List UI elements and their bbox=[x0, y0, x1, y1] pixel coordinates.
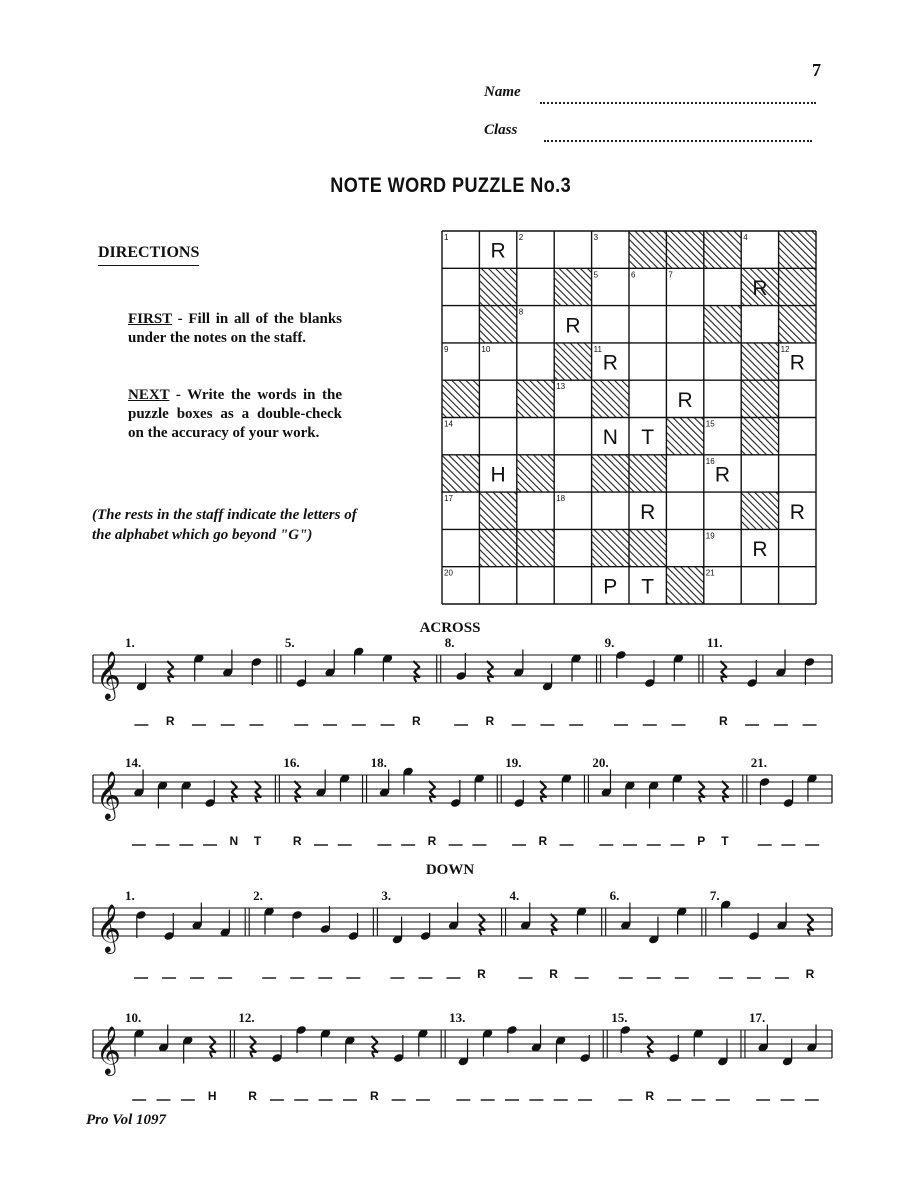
instruction-next-key: NEXT bbox=[128, 387, 170, 403]
quarter-rest bbox=[807, 914, 813, 935]
answer-letter: R bbox=[485, 714, 495, 728]
quarter-rest bbox=[371, 1036, 377, 1057]
treble-clef: 𝄞 bbox=[96, 650, 121, 699]
clue-number-label: 12. bbox=[238, 1010, 255, 1025]
footer-code: Pro Vol 1097 bbox=[86, 1112, 167, 1128]
clue-number-label: 16. bbox=[283, 755, 300, 770]
clue-number: 6 bbox=[631, 270, 636, 280]
clue-number-label: 8. bbox=[444, 635, 455, 650]
clue-number: 2 bbox=[518, 233, 524, 242]
quarter-rest bbox=[551, 914, 557, 935]
quarter-rest bbox=[209, 1036, 215, 1057]
quarter-rest bbox=[479, 914, 485, 935]
clue-number-label: 21. bbox=[750, 755, 768, 770]
clue-number-label: 18. bbox=[370, 755, 387, 770]
clue-number: 7 bbox=[668, 270, 673, 280]
quarter-rest bbox=[698, 781, 704, 802]
clue-number: 11 bbox=[593, 344, 602, 354]
clue-number-label: 10. bbox=[125, 1010, 142, 1025]
clue-number-label: 3. bbox=[381, 888, 392, 903]
puzzle-letter[interactable]: T bbox=[641, 575, 655, 599]
clue-number: 15 bbox=[705, 419, 715, 429]
quarter-rest bbox=[722, 781, 728, 802]
puzzle-letter[interactable]: P bbox=[603, 575, 618, 599]
answer-letter: T bbox=[253, 834, 262, 848]
puzzle-letter[interactable]: H bbox=[490, 463, 506, 487]
puzzle-letter[interactable]: R bbox=[565, 314, 581, 338]
clue-number: 17 bbox=[444, 494, 453, 504]
clue-number-label: 6. bbox=[609, 888, 620, 903]
clue-number-label: 17. bbox=[748, 1010, 766, 1025]
answer-letter: R bbox=[549, 967, 558, 981]
clue-number: 3 bbox=[593, 233, 599, 242]
clue-number-label: 1. bbox=[125, 888, 135, 903]
clue-number-label: 9. bbox=[604, 635, 615, 650]
rests-note: (The rests in the staff indicate the letters of the alphabet which go beyond "G") bbox=[92, 507, 357, 543]
puzzle-letter[interactable]: R bbox=[640, 500, 656, 524]
answer-letter: R bbox=[427, 834, 437, 848]
quarter-rest bbox=[250, 1036, 256, 1057]
puzzle-letter[interactable]: R bbox=[752, 538, 768, 562]
clue-number-label: 19. bbox=[505, 755, 522, 770]
page-number: 7 bbox=[812, 60, 821, 80]
clue-number: 13 bbox=[556, 382, 566, 392]
treble-clef: 𝄞 bbox=[96, 1025, 121, 1074]
answer-letter: N bbox=[229, 834, 239, 848]
clue-number-label: 14. bbox=[125, 755, 142, 770]
clue-number: 8 bbox=[518, 307, 524, 317]
clue-number-label: 13. bbox=[449, 1010, 466, 1025]
clue-number-label: 5. bbox=[284, 635, 295, 650]
clue-number-label: 1. bbox=[125, 635, 135, 650]
clue-number: 9 bbox=[444, 344, 449, 354]
clue-number: 21 bbox=[705, 568, 715, 578]
puzzle-letter[interactable]: R bbox=[789, 351, 805, 375]
clue-number-label: 15. bbox=[611, 1010, 628, 1025]
quarter-rest bbox=[294, 781, 300, 802]
clue-number-label: 4. bbox=[509, 888, 520, 903]
answer-letter: T bbox=[721, 834, 729, 848]
treble-clef: 𝄞 bbox=[96, 770, 121, 819]
instruction-first-key: FIRST bbox=[128, 311, 172, 327]
quarter-rest bbox=[720, 661, 726, 682]
answer-letter: P bbox=[697, 834, 706, 848]
quarter-rest bbox=[429, 781, 435, 802]
across-label: ACROSS bbox=[419, 620, 481, 636]
clue-number: 14 bbox=[444, 419, 453, 429]
treble-clef: 𝄞 bbox=[96, 903, 121, 952]
puzzle-letter[interactable]: R bbox=[602, 351, 618, 375]
answer-letter: R bbox=[165, 714, 175, 728]
clue-number: 18 bbox=[556, 494, 566, 504]
clue-number: 5 bbox=[593, 270, 599, 280]
clue-number: 1 bbox=[444, 233, 449, 242]
answer-letter: R bbox=[805, 967, 815, 981]
puzzle-letter[interactable]: R bbox=[714, 463, 731, 487]
answer-letter: R bbox=[369, 1089, 379, 1103]
quarter-rest bbox=[167, 661, 173, 682]
answer-letter: R bbox=[292, 834, 302, 848]
quarter-rest bbox=[413, 661, 419, 682]
clue-number-label: 2. bbox=[253, 888, 263, 903]
clue-number: 10 bbox=[481, 344, 491, 354]
puzzle-letter[interactable]: N bbox=[602, 426, 618, 450]
answer-letter: R bbox=[718, 714, 728, 728]
quarter-rest bbox=[487, 661, 493, 682]
instruction-first-text: - Fill in all of the blanks under the notes on the staff. bbox=[128, 311, 342, 346]
directions-heading: DIRECTIONS bbox=[98, 244, 200, 261]
puzzle-letter[interactable]: R bbox=[677, 388, 693, 412]
answer-letter: R bbox=[477, 967, 486, 981]
quarter-rest bbox=[647, 1036, 653, 1057]
puzzle-letter[interactable]: T bbox=[641, 426, 655, 450]
clue-number: 16 bbox=[705, 456, 715, 466]
puzzle-letter[interactable]: R bbox=[752, 276, 768, 300]
clue-number-label: 11. bbox=[706, 635, 723, 650]
answer-letter: R bbox=[645, 1089, 655, 1103]
instruction-next-text: - Write the words in the puzzle boxes as a double-check on the accuracy of your work. bbox=[128, 387, 342, 441]
quarter-rest bbox=[231, 781, 237, 802]
class-label: Class bbox=[484, 122, 518, 138]
puzzle-letter[interactable]: R bbox=[789, 500, 805, 524]
clue-number-label: 20. bbox=[592, 755, 609, 770]
puzzle-letter[interactable]: R bbox=[490, 239, 506, 263]
quarter-rest bbox=[255, 781, 261, 802]
page-title: NOTE WORD PUZZLE No.3 bbox=[330, 174, 572, 197]
clue-number-label: 7. bbox=[709, 888, 720, 903]
name-label: Name bbox=[484, 84, 521, 100]
answer-letter: R bbox=[538, 834, 548, 848]
down-label: DOWN bbox=[425, 862, 475, 878]
clue-number: 12 bbox=[780, 344, 790, 354]
clue-number: 4 bbox=[743, 233, 748, 242]
answer-letter: R bbox=[248, 1089, 257, 1103]
answer-letter: H bbox=[207, 1089, 217, 1103]
quarter-rest bbox=[540, 781, 546, 802]
answer-letter: R bbox=[412, 714, 421, 728]
clue-number: 19 bbox=[705, 531, 715, 541]
clue-number: 20 bbox=[444, 568, 453, 578]
